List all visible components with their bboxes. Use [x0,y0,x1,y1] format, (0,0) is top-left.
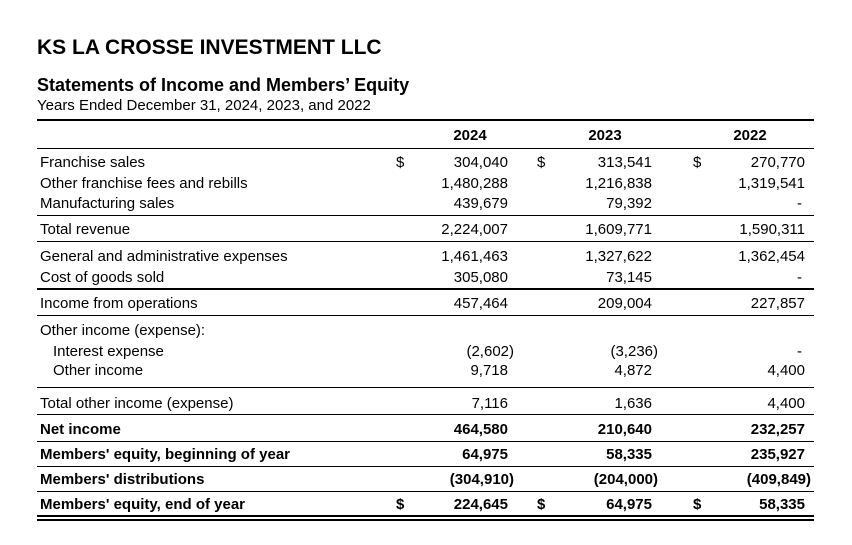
row-label-total-other-income: Total other income (expense) [40,395,234,412]
dollar-sign: $ [537,496,546,513]
other-franchise-fees-2024: 1,480,288 [441,175,508,192]
distributions-2024: (304,910) [449,471,514,488]
total-revenue-2022: 1,590,311 [739,221,805,238]
other-franchise-fees-2023: 1,216,838 [585,175,652,192]
statement-period: Years Ended December 31, 2024, 2023, and 2022 [37,97,371,114]
row-label-income-from-operations: Income from operations [40,295,198,312]
distributions-2023: (204,000) [593,471,658,488]
double-underline-bottom [37,519,814,521]
manufacturing-sales-2024: 439,679 [453,195,508,212]
manufacturing-sales-2022: - [797,195,802,212]
cost-of-goods-2024: 305,080 [453,269,508,286]
income-from-operations-2022: 227,857 [750,295,805,312]
franchise-sales-2023: 313,541 [597,154,652,171]
double-underline-top [37,515,814,517]
total-other-income-rule [37,414,814,415]
total-other-income-2022: 4,400 [767,395,805,412]
cost-of-goods-2023: 73,145 [606,269,652,286]
manufacturing-sales-2023: 79,392 [606,195,652,212]
net-income-2022: 232,257 [750,421,805,438]
equity-end-2024: 224,645 [453,496,508,513]
row-label-interest-expense: Interest expense [53,343,164,360]
interest-expense-2023: (3,236) [610,343,658,360]
operations-rule [37,315,814,316]
equity-end-2022: 58,335 [759,496,805,513]
income-from-operations-2024: 457,464 [453,295,508,312]
column-header-2023: 2023 [588,127,622,144]
row-label-equity-beginning: Members' equity, beginning of year [40,446,290,463]
row-label-other-franchise-fees: Other franchise fees and rebills [40,175,248,192]
dollar-sign: $ [537,154,546,171]
net-income-rule [37,441,814,442]
cost-of-goods-2022: - [797,269,802,286]
total-revenue-2024: 2,224,007 [441,221,508,238]
other-income-2024: 9,718 [470,362,508,379]
row-label-total-revenue: Total revenue [40,221,131,238]
general-admin-2022: 1,362,454 [738,248,805,265]
other-income-2023: 4,872 [614,362,652,379]
franchise-sales-2024: 304,040 [453,154,508,171]
equity-beginning-2022: 235,927 [750,446,805,463]
row-label-manufacturing-sales: Manufacturing sales [40,195,175,212]
dollar-sign: $ [396,154,405,171]
revenue-rule [37,215,814,216]
statement-title: Statements of Income and Members’ Equity [37,75,410,95]
total-revenue-rule [37,241,814,242]
equity-beginning-rule [37,466,814,467]
interest-expense-2022: - [797,343,802,360]
total-other-income-2024: 7,116 [471,395,508,412]
row-label-other-income: Other income [53,362,144,379]
row-label-distributions: Members' distributions [40,471,205,488]
top-rule [37,119,814,121]
total-other-income-2023: 1,636 [614,395,652,412]
net-income-2023: 210,640 [597,421,652,438]
dollar-sign: $ [693,496,702,513]
other-franchise-fees-2022: 1,319,541 [738,175,805,192]
expenses-rule [37,288,814,290]
equity-beginning-2023: 58,335 [606,446,652,463]
distributions-rule [37,491,814,492]
total-revenue-2023: 1,609,771 [585,221,652,238]
column-header-rule [37,148,814,149]
net-income-2024: 464,580 [453,421,508,438]
general-admin-2024: 1,461,463 [441,248,508,265]
distributions-2022: (409,849) [746,471,811,488]
row-label-franchise-sales: Franchise sales [40,154,146,171]
other-income-2022: 4,400 [767,362,805,379]
franchise-sales-2022: 270,770 [750,154,805,171]
equity-beginning-2024: 64,975 [462,446,508,463]
interest-expense-2024: (2,602) [466,343,514,360]
row-label-general-admin: General and administrative expenses [40,248,288,265]
row-label-net-income: Net income [40,421,121,438]
equity-end-2023: 64,975 [606,496,652,513]
row-label-cost-of-goods: Cost of goods sold [40,269,165,286]
dollar-sign: $ [396,496,405,513]
column-header-2024: 2024 [453,127,487,144]
company-name: KS LA CROSSE INVESTMENT LLC [37,36,382,59]
income-from-operations-2023: 209,004 [597,295,652,312]
row-label-equity-end: Members' equity, end of year [40,496,246,513]
other-income-rule [37,387,814,388]
dollar-sign: $ [693,154,702,171]
row-label-other-income-header: Other income (expense): [40,322,206,339]
general-admin-2023: 1,327,622 [585,248,652,265]
column-header-2022: 2022 [733,127,767,144]
